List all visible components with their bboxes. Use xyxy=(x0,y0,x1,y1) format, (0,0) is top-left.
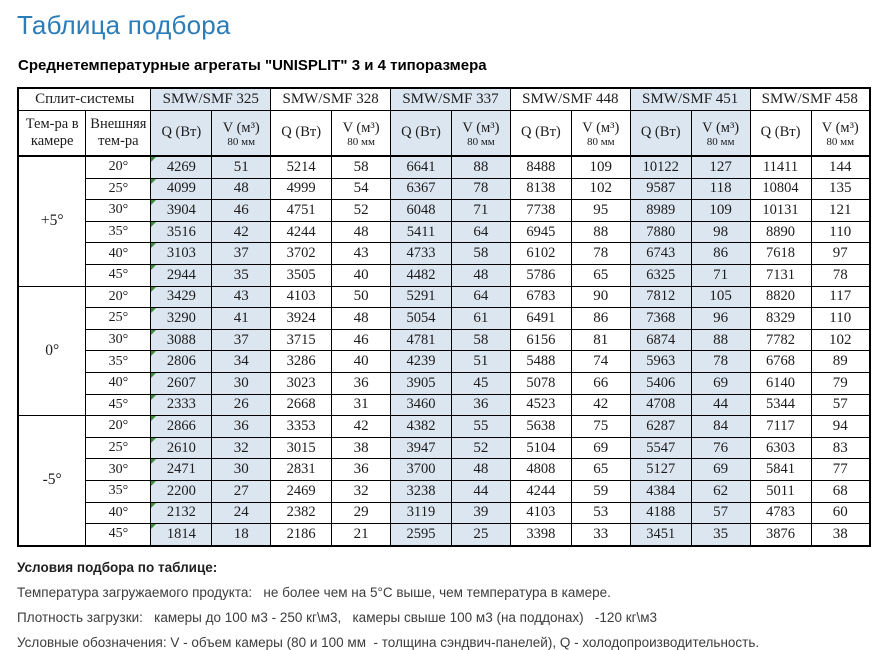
q-column-header: Q (Вт) xyxy=(630,111,691,157)
v-value-cell: 18 xyxy=(212,524,271,546)
external-temp-cell: 30° xyxy=(86,200,151,222)
v-value-cell: 25 xyxy=(451,524,510,546)
q-value-cell: 8329 xyxy=(750,308,811,330)
v-value-cell: 57 xyxy=(811,394,870,416)
selection-table xyxy=(17,87,871,547)
v-value-cell: 35 xyxy=(212,264,271,286)
v-value-cell: 51 xyxy=(451,351,510,373)
v-sublabel: 80 мм xyxy=(467,136,495,149)
q-value-cell: 3238 xyxy=(391,480,452,502)
q-value-cell: 9587 xyxy=(630,178,691,200)
v-value-cell: 44 xyxy=(451,480,510,502)
v-value-cell: 109 xyxy=(571,156,630,178)
q-value-cell: 8488 xyxy=(510,156,571,178)
q-value-cell: 6874 xyxy=(630,329,691,351)
chamber-temp-cell: 0° xyxy=(18,286,86,416)
model-header: SMW/SMF 337 xyxy=(391,88,511,111)
v-value-cell: 121 xyxy=(811,200,870,222)
v-value-cell: 37 xyxy=(212,243,271,265)
v-value-cell: 75 xyxy=(571,416,630,438)
q-value-cell: 2200 xyxy=(151,480,212,502)
q-value-cell: 3088 xyxy=(151,329,212,351)
q-value-cell: 3353 xyxy=(271,416,332,438)
v-value-cell: 98 xyxy=(691,221,750,243)
q-column-header: Q (Вт) xyxy=(510,111,571,157)
q-column-header: Q (Вт) xyxy=(750,111,811,157)
v-value-cell: 78 xyxy=(811,264,870,286)
v-value-cell: 96 xyxy=(691,308,750,330)
v-value-cell: 135 xyxy=(811,178,870,200)
q-value-cell: 7812 xyxy=(630,286,691,308)
q-value-cell: 5011 xyxy=(750,480,811,502)
q-value-cell: 2186 xyxy=(271,524,332,546)
q-column-header: Q (Вт) xyxy=(391,111,452,157)
q-value-cell: 4999 xyxy=(271,178,332,200)
q-value-cell: 5127 xyxy=(630,459,691,481)
v-value-cell: 78 xyxy=(451,178,510,200)
q-value-cell: 7368 xyxy=(630,308,691,330)
q-value-cell: 3398 xyxy=(510,524,571,546)
v-value-cell: 83 xyxy=(811,437,870,459)
v-value-cell: 32 xyxy=(212,437,271,459)
v-value-cell: 38 xyxy=(332,437,391,459)
external-temp-cell: 40° xyxy=(86,243,151,265)
v-value-cell: 41 xyxy=(212,308,271,330)
q-value-cell: 4244 xyxy=(271,221,332,243)
q-value-cell: 8989 xyxy=(630,200,691,222)
q-value-cell: 7880 xyxy=(630,221,691,243)
v-value-cell: 71 xyxy=(691,264,750,286)
v-label: V (м³) xyxy=(222,119,260,136)
v-value-cell: 52 xyxy=(332,200,391,222)
v-label: V (м³) xyxy=(821,119,859,136)
q-value-cell: 6491 xyxy=(510,308,571,330)
q-value-cell: 4103 xyxy=(510,502,571,524)
q-value-cell: 5344 xyxy=(750,394,811,416)
v-value-cell: 88 xyxy=(451,156,510,178)
v-value-cell: 68 xyxy=(811,480,870,502)
v-value-cell: 38 xyxy=(811,524,870,546)
q-column-header: Q (Вт) xyxy=(151,111,212,157)
q-value-cell: 6303 xyxy=(750,437,811,459)
q-value-cell: 4239 xyxy=(391,351,452,373)
model-header: SMW/SMF 325 xyxy=(151,88,271,111)
v-value-cell: 102 xyxy=(811,329,870,351)
q-value-cell: 3904 xyxy=(151,200,212,222)
q-value-cell: 6945 xyxy=(510,221,571,243)
q-value-cell: 3715 xyxy=(271,329,332,351)
q-value-cell: 11411 xyxy=(750,156,811,178)
v-value-cell: 64 xyxy=(451,286,510,308)
v-value-cell: 24 xyxy=(212,502,271,524)
q-value-cell: 3290 xyxy=(151,308,212,330)
v-value-cell: 69 xyxy=(691,372,750,394)
q-value-cell: 1814 xyxy=(151,524,212,546)
v-value-cell: 46 xyxy=(332,329,391,351)
q-value-cell: 2469 xyxy=(271,480,332,502)
q-value-cell: 4382 xyxy=(391,416,452,438)
q-value-cell: 10804 xyxy=(750,178,811,200)
note-legend: Условные обозначения: V - объем камеры (80 и 100 мм - толщина сэндвич-панелей), Q - холодопроизводительность. xyxy=(17,635,760,650)
v-value-cell: 43 xyxy=(332,243,391,265)
q-value-cell: 10131 xyxy=(750,200,811,222)
q-value-cell: 6325 xyxy=(630,264,691,286)
chamber-temp-header: Тем-ра в камере xyxy=(18,111,86,157)
q-value-cell: 6287 xyxy=(630,416,691,438)
q-value-cell: 2471 xyxy=(151,459,212,481)
v-value-cell: 62 xyxy=(691,480,750,502)
v-column-header xyxy=(571,111,630,157)
v-value-cell: 89 xyxy=(811,351,870,373)
v-value-cell: 44 xyxy=(691,394,750,416)
v-value-cell: 58 xyxy=(451,329,510,351)
q-value-cell: 5291 xyxy=(391,286,452,308)
v-value-cell: 58 xyxy=(451,243,510,265)
v-value-cell: 36 xyxy=(451,394,510,416)
v-value-cell: 78 xyxy=(571,243,630,265)
v-value-cell: 32 xyxy=(332,480,391,502)
q-value-cell: 5054 xyxy=(391,308,452,330)
q-value-cell: 4103 xyxy=(271,286,332,308)
q-value-cell: 6783 xyxy=(510,286,571,308)
v-value-cell: 109 xyxy=(691,200,750,222)
q-value-cell: 6102 xyxy=(510,243,571,265)
v-value-cell: 94 xyxy=(811,416,870,438)
external-temp-cell: 40° xyxy=(86,502,151,524)
v-value-cell: 36 xyxy=(332,372,391,394)
v-value-cell: 90 xyxy=(571,286,630,308)
q-value-cell: 3947 xyxy=(391,437,452,459)
split-systems-header: Сплит-системы xyxy=(18,88,151,111)
table-subtitle: Среднетемпературные агрегаты "UNISPLIT" 3 и 4 типоразмера xyxy=(18,57,487,74)
v-value-cell: 84 xyxy=(691,416,750,438)
q-value-cell: 6156 xyxy=(510,329,571,351)
v-value-cell: 110 xyxy=(811,308,870,330)
q-value-cell: 4269 xyxy=(151,156,212,178)
q-value-cell: 7131 xyxy=(750,264,811,286)
v-value-cell: 97 xyxy=(811,243,870,265)
external-temp-cell: 20° xyxy=(86,416,151,438)
v-value-cell: 27 xyxy=(212,480,271,502)
q-value-cell: 10122 xyxy=(630,156,691,178)
v-value-cell: 30 xyxy=(212,372,271,394)
q-value-cell: 2866 xyxy=(151,416,212,438)
q-value-cell: 4244 xyxy=(510,480,571,502)
v-value-cell: 65 xyxy=(571,459,630,481)
q-value-cell: 3700 xyxy=(391,459,452,481)
v-value-cell: 43 xyxy=(212,286,271,308)
v-value-cell: 45 xyxy=(451,372,510,394)
v-sublabel: 80 мм xyxy=(586,136,615,149)
v-value-cell: 118 xyxy=(691,178,750,200)
v-value-cell: 88 xyxy=(571,221,630,243)
external-temp-cell: 35° xyxy=(86,221,151,243)
v-value-cell: 36 xyxy=(332,459,391,481)
external-temp-cell: 25° xyxy=(86,178,151,200)
model-header: SMW/SMF 451 xyxy=(630,88,750,111)
q-value-cell: 8890 xyxy=(750,221,811,243)
q-value-cell: 4733 xyxy=(391,243,452,265)
q-value-cell: 8820 xyxy=(750,286,811,308)
v-column-header xyxy=(691,111,750,157)
v-value-cell: 52 xyxy=(451,437,510,459)
q-value-cell: 3505 xyxy=(271,264,332,286)
q-value-cell: 3103 xyxy=(151,243,212,265)
q-value-cell: 5406 xyxy=(630,372,691,394)
v-value-cell: 57 xyxy=(691,502,750,524)
q-value-cell: 3429 xyxy=(151,286,212,308)
v-label: V (м³) xyxy=(342,119,380,136)
v-value-cell: 39 xyxy=(451,502,510,524)
q-value-cell: 5488 xyxy=(510,351,571,373)
v-value-cell: 117 xyxy=(811,286,870,308)
q-value-cell: 4482 xyxy=(391,264,452,286)
v-value-cell: 31 xyxy=(332,394,391,416)
v-value-cell: 110 xyxy=(811,221,870,243)
model-header: SMW/SMF 458 xyxy=(750,88,870,111)
v-value-cell: 127 xyxy=(691,156,750,178)
model-header: SMW/SMF 328 xyxy=(271,88,391,111)
q-value-cell: 6048 xyxy=(391,200,452,222)
q-value-cell: 2610 xyxy=(151,437,212,459)
v-value-cell: 48 xyxy=(451,264,510,286)
v-label: V (м³) xyxy=(462,119,500,136)
q-value-cell: 6641 xyxy=(391,156,452,178)
q-value-cell: 4751 xyxy=(271,200,332,222)
v-value-cell: 88 xyxy=(691,329,750,351)
q-value-cell: 8138 xyxy=(510,178,571,200)
v-sublabel: 80 мм xyxy=(706,136,735,149)
v-value-cell: 51 xyxy=(212,156,271,178)
chamber-temp-cell: +5° xyxy=(18,156,86,286)
q-value-cell: 5638 xyxy=(510,416,571,438)
external-temp-cell: 30° xyxy=(86,459,151,481)
q-value-cell: 7738 xyxy=(510,200,571,222)
v-sublabel: 80 мм xyxy=(347,136,375,149)
v-value-cell: 35 xyxy=(691,524,750,546)
q-value-cell: 2595 xyxy=(391,524,452,546)
q-value-cell: 3460 xyxy=(391,394,452,416)
q-value-cell: 5841 xyxy=(750,459,811,481)
v-value-cell: 40 xyxy=(332,264,391,286)
external-temp-cell: 35° xyxy=(86,351,151,373)
q-value-cell: 2132 xyxy=(151,502,212,524)
v-value-cell: 55 xyxy=(451,416,510,438)
q-value-cell: 5547 xyxy=(630,437,691,459)
q-value-cell: 3905 xyxy=(391,372,452,394)
q-value-cell: 4523 xyxy=(510,394,571,416)
q-value-cell: 2944 xyxy=(151,264,212,286)
q-value-cell: 4384 xyxy=(630,480,691,502)
v-value-cell: 77 xyxy=(811,459,870,481)
q-value-cell: 3516 xyxy=(151,221,212,243)
v-value-cell: 64 xyxy=(451,221,510,243)
v-value-cell: 105 xyxy=(691,286,750,308)
v-value-cell: 86 xyxy=(571,308,630,330)
v-value-cell: 26 xyxy=(212,394,271,416)
v-value-cell: 34 xyxy=(212,351,271,373)
v-value-cell: 36 xyxy=(212,416,271,438)
v-sublabel: 80 мм xyxy=(227,136,256,149)
v-column-header xyxy=(811,111,870,157)
q-column-header: Q (Вт) xyxy=(271,111,332,157)
q-value-cell: 7782 xyxy=(750,329,811,351)
chamber-temp-cell: -5° xyxy=(18,416,86,546)
external-temp-cell: 45° xyxy=(86,264,151,286)
q-value-cell: 6768 xyxy=(750,351,811,373)
v-value-cell: 42 xyxy=(212,221,271,243)
v-column-header xyxy=(451,111,510,157)
q-value-cell: 3451 xyxy=(630,524,691,546)
q-value-cell: 3015 xyxy=(271,437,332,459)
v-column-header xyxy=(212,111,271,157)
q-value-cell: 2806 xyxy=(151,351,212,373)
q-value-cell: 6140 xyxy=(750,372,811,394)
q-value-cell: 3702 xyxy=(271,243,332,265)
external-temp-cell: 20° xyxy=(86,286,151,308)
q-value-cell: 4808 xyxy=(510,459,571,481)
v-value-cell: 69 xyxy=(571,437,630,459)
v-value-cell: 30 xyxy=(212,459,271,481)
q-value-cell: 3924 xyxy=(271,308,332,330)
v-value-cell: 58 xyxy=(332,156,391,178)
q-value-cell: 6743 xyxy=(630,243,691,265)
v-value-cell: 53 xyxy=(571,502,630,524)
notes-block xyxy=(17,561,871,650)
q-value-cell: 4708 xyxy=(630,394,691,416)
q-value-cell: 5963 xyxy=(630,351,691,373)
v-column-header xyxy=(332,111,391,157)
q-value-cell: 4188 xyxy=(630,502,691,524)
v-value-cell: 95 xyxy=(571,200,630,222)
v-value-cell: 21 xyxy=(332,524,391,546)
note-product-temp: Температура загружаемого продукта: не более чем на 5°С выше, чем температура в камере. xyxy=(17,584,611,600)
v-value-cell: 42 xyxy=(332,416,391,438)
q-value-cell: 5786 xyxy=(510,264,571,286)
q-value-cell: 4783 xyxy=(750,502,811,524)
v-value-cell: 69 xyxy=(691,459,750,481)
v-value-cell: 76 xyxy=(691,437,750,459)
model-header: SMW/SMF 448 xyxy=(510,88,630,111)
v-value-cell: 54 xyxy=(332,178,391,200)
external-temp-header: Внешняя тем-ра xyxy=(86,111,151,157)
v-sublabel: 80 мм xyxy=(826,136,855,149)
page-title: Таблица подбора xyxy=(17,10,231,40)
q-value-cell: 5214 xyxy=(271,156,332,178)
v-value-cell: 144 xyxy=(811,156,870,178)
q-value-cell: 4099 xyxy=(151,178,212,200)
v-value-cell: 48 xyxy=(212,178,271,200)
external-temp-cell: 45° xyxy=(86,394,151,416)
q-value-cell: 7618 xyxy=(750,243,811,265)
v-value-cell: 42 xyxy=(571,394,630,416)
v-label: V (м³) xyxy=(582,119,620,136)
v-value-cell: 81 xyxy=(571,329,630,351)
v-value-cell: 33 xyxy=(571,524,630,546)
q-value-cell: 2382 xyxy=(271,502,332,524)
q-value-cell: 3023 xyxy=(271,372,332,394)
v-value-cell: 37 xyxy=(212,329,271,351)
external-temp-cell: 40° xyxy=(86,372,151,394)
external-temp-cell: 25° xyxy=(86,437,151,459)
v-value-cell: 40 xyxy=(332,351,391,373)
v-value-cell: 59 xyxy=(571,480,630,502)
note-load-density: Плотность загрузки: камеры до 100 м3 - 250 кг\м3, камеры свыше 100 м3 (на поддонах) -120 кг\м3 xyxy=(17,610,658,626)
v-value-cell: 86 xyxy=(691,243,750,265)
q-value-cell: 2607 xyxy=(151,372,212,394)
external-temp-cell: 45° xyxy=(86,524,151,546)
v-value-cell: 78 xyxy=(691,351,750,373)
v-value-cell: 66 xyxy=(571,372,630,394)
v-label: V (м³) xyxy=(702,119,740,136)
q-value-cell: 5411 xyxy=(391,221,452,243)
v-value-cell: 74 xyxy=(571,351,630,373)
v-value-cell: 48 xyxy=(451,459,510,481)
q-value-cell: 7117 xyxy=(750,416,811,438)
external-temp-cell: 35° xyxy=(86,480,151,502)
q-value-cell: 5104 xyxy=(510,437,571,459)
q-value-cell: 5078 xyxy=(510,372,571,394)
v-value-cell: 61 xyxy=(451,308,510,330)
v-value-cell: 102 xyxy=(571,178,630,200)
v-value-cell: 46 xyxy=(212,200,271,222)
v-value-cell: 60 xyxy=(811,502,870,524)
q-value-cell: 4781 xyxy=(391,329,452,351)
v-value-cell: 65 xyxy=(571,264,630,286)
external-temp-cell: 20° xyxy=(86,156,151,178)
q-value-cell: 2668 xyxy=(271,394,332,416)
v-value-cell: 48 xyxy=(332,308,391,330)
v-value-cell: 48 xyxy=(332,221,391,243)
q-value-cell: 3286 xyxy=(271,351,332,373)
q-value-cell: 6367 xyxy=(391,178,452,200)
external-temp-cell: 30° xyxy=(86,329,151,351)
q-value-cell: 2831 xyxy=(271,459,332,481)
q-value-cell: 3876 xyxy=(750,524,811,546)
v-value-cell: 50 xyxy=(332,286,391,308)
v-value-cell: 29 xyxy=(332,502,391,524)
v-value-cell: 79 xyxy=(811,372,870,394)
notes-heading: Условия подбора по таблице: xyxy=(17,559,218,575)
q-value-cell: 3119 xyxy=(391,502,452,524)
v-value-cell: 71 xyxy=(451,200,510,222)
q-value-cell: 2333 xyxy=(151,394,212,416)
external-temp-cell: 25° xyxy=(86,308,151,330)
